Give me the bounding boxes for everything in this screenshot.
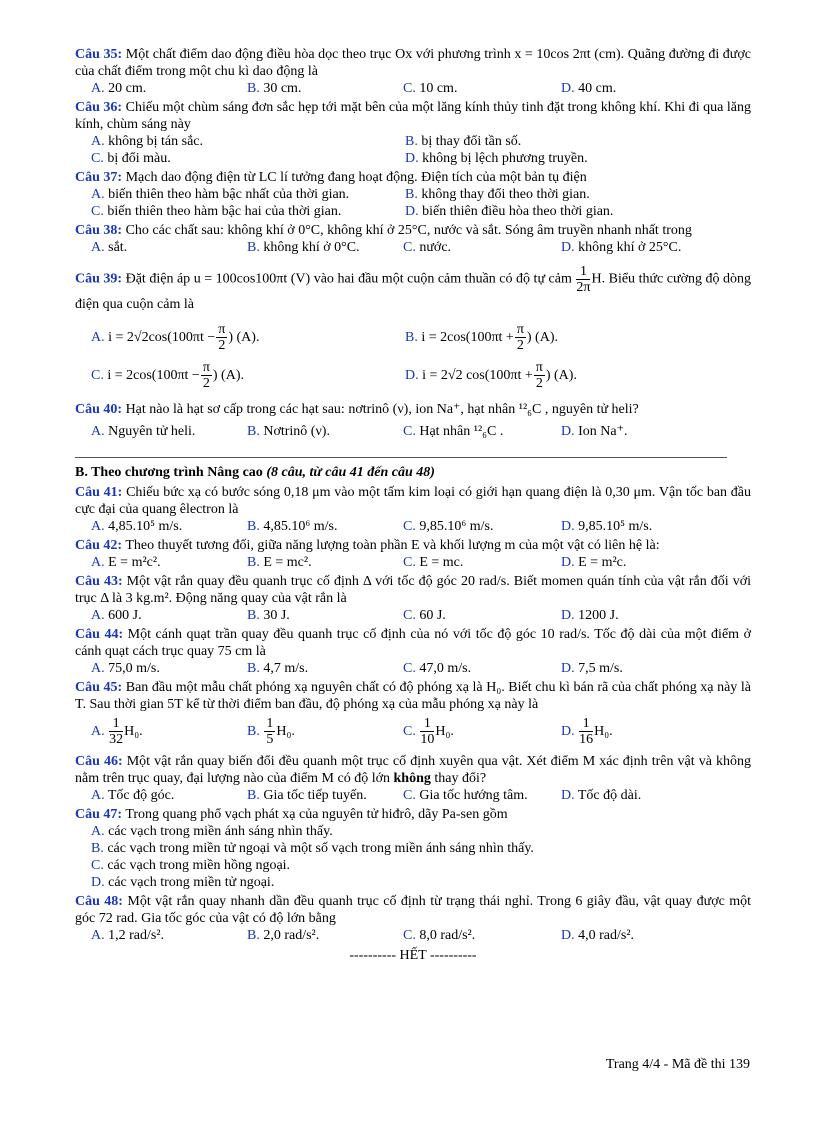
section-heading: B. Theo chương trình Nâng cao (8 câu, từ câu 41 đến câu 48): [75, 465, 435, 480]
question-text: Theo thuyết tương đối, giữa năng lượng toàn phần E và khối lượng m của một vật có liên hệ là:: [125, 538, 660, 553]
options-46: [75, 787, 751, 804]
question-label: Câu 44:: [75, 627, 124, 642]
option-a: A. E = m²c².: [91, 555, 161, 570]
option-a: A. các vạch trong miền ánh sáng nhìn thấy.: [91, 824, 333, 839]
question-label: Câu 48:: [75, 894, 123, 909]
question-label: Câu 41:: [75, 485, 123, 500]
option-b: B. bị thay đổi tần số.: [405, 134, 522, 149]
option-d: D. Tốc độ dài.: [561, 788, 642, 803]
option-d: D. 7,5 m/s.: [561, 661, 623, 676]
option-a: A. sắt.: [91, 240, 128, 255]
question-label: Câu 42:: [75, 538, 123, 553]
option-d: D. E = m²c.: [561, 555, 627, 570]
question-label: Câu 38:: [75, 223, 123, 238]
question-text: Mạch dao động điện từ LC lí tưởng đang hoạt động. Điện tích của một bản tụ điện: [125, 170, 587, 185]
option-b: B. E = mc².: [247, 555, 312, 570]
question-label: Câu 39:: [75, 271, 123, 287]
option-a: A. không bị tán sắc.: [91, 134, 203, 149]
option-c: C. i = 2cos(100πt − $\frac{\pi}{2}$ ) (A).: [91, 360, 244, 392]
question-label: Câu 45:: [75, 680, 123, 695]
question-40: [75, 399, 751, 421]
option-a: A. 75,0 m/s.: [91, 661, 160, 676]
option-c: C. Gia tốc hướng tâm.: [403, 788, 528, 803]
option-d: D. không bị lệch phương truyền.: [405, 151, 588, 166]
question-text: Chiếu bức xạ có bước sóng 0,18 μm vào một tấm kim loại có giới hạn quang điện là 0,30 μm. Vận tốc ban đầu cực đại của quang êlectron là: [75, 485, 751, 517]
question-label: Câu 46:: [75, 754, 123, 769]
question-text: Đặt điện áp u = 100cos100πt (V) vào hai đầu một cuộn cảm thuần có độ tự cảm: [125, 271, 572, 287]
options-36: [75, 133, 751, 167]
option-d: D. i = 2√2 cos(100πt + $\frac{\pi}{2}$ ) (A).: [405, 360, 577, 392]
question-text: Trong quang phổ vạch phát xạ của nguyên tử hiđrô, dãy Pa-sen gồm: [125, 807, 508, 822]
option-d: D. 9,85.10⁵ m/s.: [561, 519, 653, 534]
option-a: A. Tốc độ góc.: [91, 788, 175, 803]
option-b: B. không khí ở 0°C.: [247, 240, 360, 255]
option-a: A. 600 J.: [91, 608, 142, 623]
question-label: Câu 40:: [75, 402, 123, 417]
question-42: [75, 537, 751, 554]
question-39: [75, 264, 751, 315]
question-41: [75, 484, 751, 518]
option-b: B. 4,7 m/s.: [247, 661, 309, 676]
option-b: B. $\frac{1}{5}$ H₀.: [247, 716, 295, 748]
option-c: C. 9,85.10⁶ m/s.: [403, 519, 494, 534]
question-text: H. Biểu thức cường độ dòng điện qua cuộn cảm là: [75, 271, 752, 312]
options-39: [75, 319, 751, 395]
option-c: C. 8,0 rad/s².: [403, 928, 476, 943]
option-d: D. không khí ở 25°C.: [561, 240, 682, 255]
option-d: D. 40 cm.: [561, 81, 617, 96]
question-35: [75, 46, 751, 80]
question-label: Câu 47:: [75, 807, 123, 822]
question-36: [75, 99, 751, 133]
question-text: Một chất điểm dao động điều hòa dọc theo trục Ox với phương trình x = 10cos 2πt (cm). Quãng đường đi được của chất điểm trong một chu kì dao động là: [75, 47, 752, 79]
question-43: [75, 573, 751, 607]
option-a: A. $\frac{1}{32}$ H₀.: [91, 716, 143, 748]
option-b: B. 30 J.: [247, 608, 290, 623]
question-label: Câu 37:: [75, 170, 123, 185]
divider: [75, 457, 727, 458]
options-42: [75, 554, 751, 571]
question-37: [75, 169, 751, 186]
option-c: C. biến thiên theo hàm bậc hai của thời gian.: [91, 204, 342, 219]
option-a: A. Nguyên tử heli.: [91, 424, 196, 439]
fraction: $\frac{1}{2\pi}$: [576, 264, 591, 295]
question-text: Ban đầu một mẫu chất phóng xạ nguyên chất có độ phóng xạ là H₀. Biết chu kì bán rã của chất phóng xạ này là T. Sau thời gian 5T kể từ thời điểm ban đầu, độ phóng xạ của mẫu phóng xạ này là: [75, 680, 751, 712]
option-b: B. 30 cm.: [247, 81, 302, 96]
option-c: C. E = mc.: [403, 555, 464, 570]
option-a: A. i = 2√2cos(100πt − $\frac{\pi}{2}$ ) (A).: [91, 322, 260, 354]
option-b: B. i = 2cos(100πt + $\frac{\pi}{2}$ ) (A).: [405, 322, 558, 354]
option-a: A. biến thiên theo hàm bậc nhất của thời gian.: [91, 187, 350, 202]
question-46: Câu 46: Một vật rắn quay biến đổi đều quanh một trục cố định xuyên qua vật. Xét điểm M xác định trên vật và không nằm trên trục quay, đại lượng nào của điểm M có độ lớn không thay đổi?: [75, 754, 752, 786]
option-b: B. các vạch trong miền tử ngoại và một số vạch trong miền ánh sáng nhìn thấy.: [91, 841, 534, 856]
option-b: B. không thay đổi theo thời gian.: [405, 187, 590, 202]
options-44: [75, 660, 751, 677]
options-35: [75, 80, 751, 97]
options-47: [75, 823, 751, 891]
option-b: B. 4,85.10⁶ m/s.: [247, 519, 338, 534]
option-c: C. bị đổi màu.: [91, 151, 171, 166]
options-43: [75, 607, 751, 624]
options-48: [75, 927, 751, 944]
option-d: D. các vạch trong miền tử ngoại.: [91, 875, 275, 890]
option-c: C. nước.: [403, 240, 452, 255]
options-41: [75, 518, 751, 535]
option-d: D. Ion Na⁺.: [561, 424, 628, 439]
question-38: [75, 222, 751, 239]
question-text: Một vật rắn quay nhanh dần đều quanh trục cố định từ trạng thái nghỉ. Trong 6 giây đầu, vật quay được một góc 72 rad. Gia tốc góc của vật có độ lớn bằng: [75, 894, 751, 926]
options-37: [75, 186, 751, 220]
question-47: [75, 806, 751, 823]
page-footer: Trang 4/4 - Mã đề thi 139: [605, 1057, 750, 1072]
question-45: [75, 679, 751, 713]
option-c: C. $\frac{1}{10}$ H₀.: [403, 716, 454, 748]
exam-page: [75, 44, 751, 964]
option-c: C. 10 cm.: [403, 81, 458, 96]
option-c: C. Hạt nhân ¹²₆C .: [403, 424, 504, 439]
options-38: [75, 239, 751, 256]
option-d: D. $\frac{1}{16}$ H₀.: [561, 716, 613, 748]
question-text: Chiếu một chùm sáng đơn sắc hẹp tới mặt bên của một lăng kính thủy tinh đặt trong không khí. Khi đi qua lăng kính, chùm sáng này: [75, 100, 752, 132]
question-text: Một vật rắn quay biến đổi đều quanh một trục cố định xuyên qua vật. Xét điểm M xác định trên vật và không nằm trên trục quay, đại lượng nào của điểm M có độ lớn: [75, 754, 752, 786]
option-d: D. 4,0 rad/s².: [561, 928, 635, 943]
question-text: Một vật rắn quay đều quanh trục cố định Δ với tốc độ góc 20 rad/s. Biết momen quán tính của vật rắn đối với trục Δ là 3 kg.m². Động năng quay của vật rắn là: [75, 574, 751, 606]
option-b: B. Gia tốc tiếp tuyến.: [247, 788, 367, 803]
question-44: [75, 626, 751, 660]
option-d: D. biến thiên điều hòa theo thời gian.: [405, 204, 614, 219]
question-label: Câu 36:: [75, 100, 123, 115]
question-text: Hạt nào là hạt sơ cấp trong các hạt sau: nơtrinô (ν), ion Na⁺, hạt nhân ¹²₆C , nguyên tử heli?: [125, 402, 639, 417]
option-c: C. 47,0 m/s.: [403, 661, 472, 676]
options-45: [75, 713, 751, 751]
option-c: C. 60 J.: [403, 608, 446, 623]
option-c: C. các vạch trong miền hồng ngoại.: [91, 858, 291, 873]
option-d: D. 1200 J.: [561, 608, 619, 623]
option-a: A. 4,85.10⁵ m/s.: [91, 519, 183, 534]
question-text: Cho các chất sau: không khí ở 0°C, không khí ở 25°C, nước và sắt. Sóng âm truyền nhanh nhất trong: [125, 223, 692, 238]
options-40: [75, 421, 751, 443]
end-marker: ---------- HẾT ----------: [349, 948, 477, 963]
option-a: A. 1,2 rad/s².: [91, 928, 165, 943]
option-b: B. 2,0 rad/s².: [247, 928, 320, 943]
option-a: A. 20 cm.: [91, 81, 147, 96]
question-label: Câu 35:: [75, 47, 123, 62]
question-text: Một cánh quạt trần quay đều quanh trục cố định của nó với tốc độ góc 10 rad/s. Tốc độ dài của một điểm ở cánh quạt cách trục quay 75 cm là: [75, 627, 752, 659]
question-48: [75, 893, 751, 927]
option-b: B. Nơtrinô (ν).: [247, 424, 330, 439]
question-label: Câu 43:: [75, 574, 123, 589]
